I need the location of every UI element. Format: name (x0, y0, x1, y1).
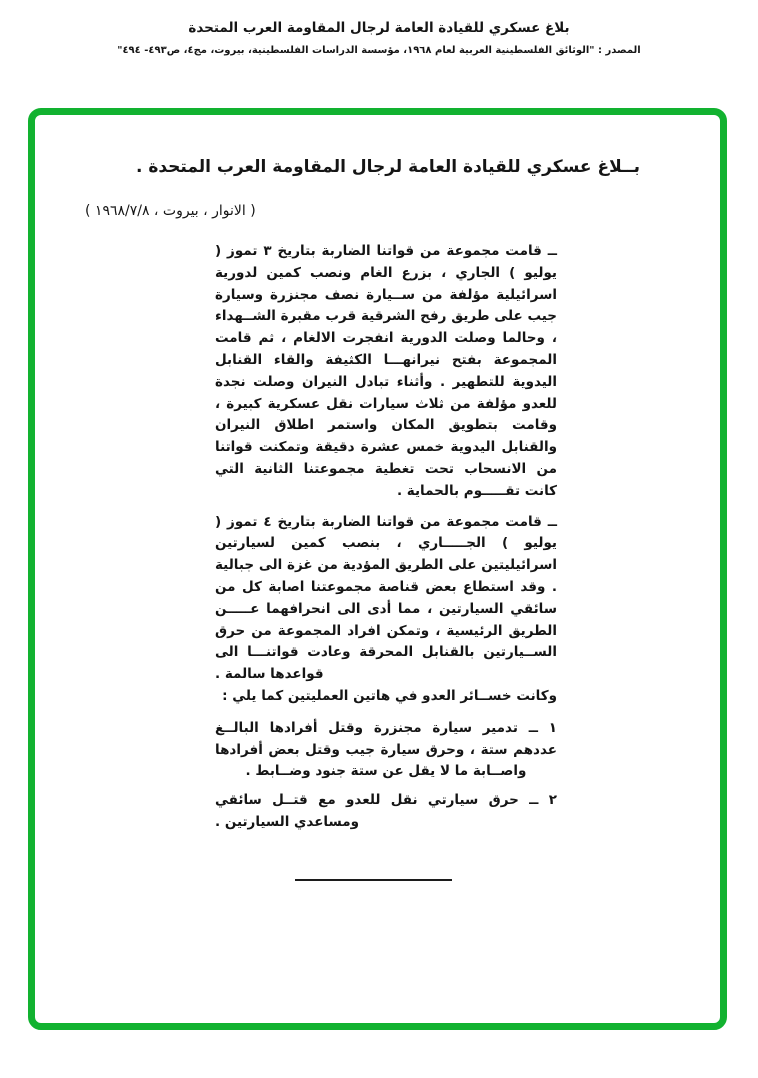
document-dateline: ( الانوار ، بيروت ، ١٩٦٨/٧/٨ ) (85, 203, 256, 219)
page-header-title: بلاغ عسكري للقيادة العامة لرجال المقاومة العرب المتحدة (188, 20, 570, 36)
operation-paragraph-2: ــ قامت مجموعة من قواتنا الضاربة بتاريخ ٤ تموز ( يوليو ) الجـــــاري ، بنصب كمين لسيارتين اسرائيليتين على الطريق المؤدية من غزة الى جبالية . وقد استطاع بعض قناصة مجموعتنا اصابة كل من سائقي السيارتين ، مما أدى الى انحرافهما عـــــن الطريق الرئيسية ، وتمكن افراد المجموعة من حرق الســيارتين بالقنابل المحرقة وعادت قواتنـــا الى قواعدها سالمة . (215, 513, 557, 683)
document-body (215, 241, 557, 834)
divider-rule (295, 879, 452, 881)
loss-item-1: ١ ــ تدمير سيارة مجنزرة وقتل أفرادها البالــغ عددهم ستة ، وحرق سيارة جيب وقتل بعض أفرادها واصــابة ما لا يقل عن ستة جنود وضــابط . (215, 719, 557, 780)
document-frame (28, 108, 727, 1030)
loss-item-2: ٢ ــ حرق سيارتي نقل للعدو مع قتــل سائقي ومساعدي السيارتين . (215, 792, 557, 830)
operation-paragraph-1: ــ قامت مجموعة من قواتنا الضاربة بتاريخ ٣ تموز ( يوليو ) الجاري ، بزرع الغام ونصب كمين لدورية اسرائيلية مؤلفة من ســيارة نصف مجنزرة وسيارة جيب على طريق رفح الشرقية قرب مقبرة الشــهداء ، وحالما وصلت الدورية انفجرت الالغام ، ثم قامت المجموعة بفتح نيرانهـــا الكثيفة والقاء القنابل اليدوية للتطهير . وأثناء تبادل النيران وصلت نجدة للعدو مؤلفة من ثلاث سيارات نقل عسكرية كبيرة ، وقامت بتطويق المكان واستمر اطلاق النيران والقنابل اليدوية خمس عشرة دقيقة وتمكنت قواتنا من الانسحاب تحت تغطية مجموعتنا الثانية التي كانت تقـــــوم بالحماية . (215, 243, 557, 499)
document-title: بــلاغ عسكري للقيادة العامة لرجال المقاومة العرب المتحدة . (135, 157, 640, 177)
losses-intro: وكانت خســائر العدو في هاتين العمليتين كما يلي : (222, 687, 557, 704)
page-header (0, 20, 758, 56)
page-header-source: المصدر : "الوثائق الفلسطينية العربية لعام ١٩٦٨، مؤسسة الدراسات الفلسطينية، بيروت، مج٤، ص٤٩٣- ٤٩٤" (117, 45, 641, 56)
